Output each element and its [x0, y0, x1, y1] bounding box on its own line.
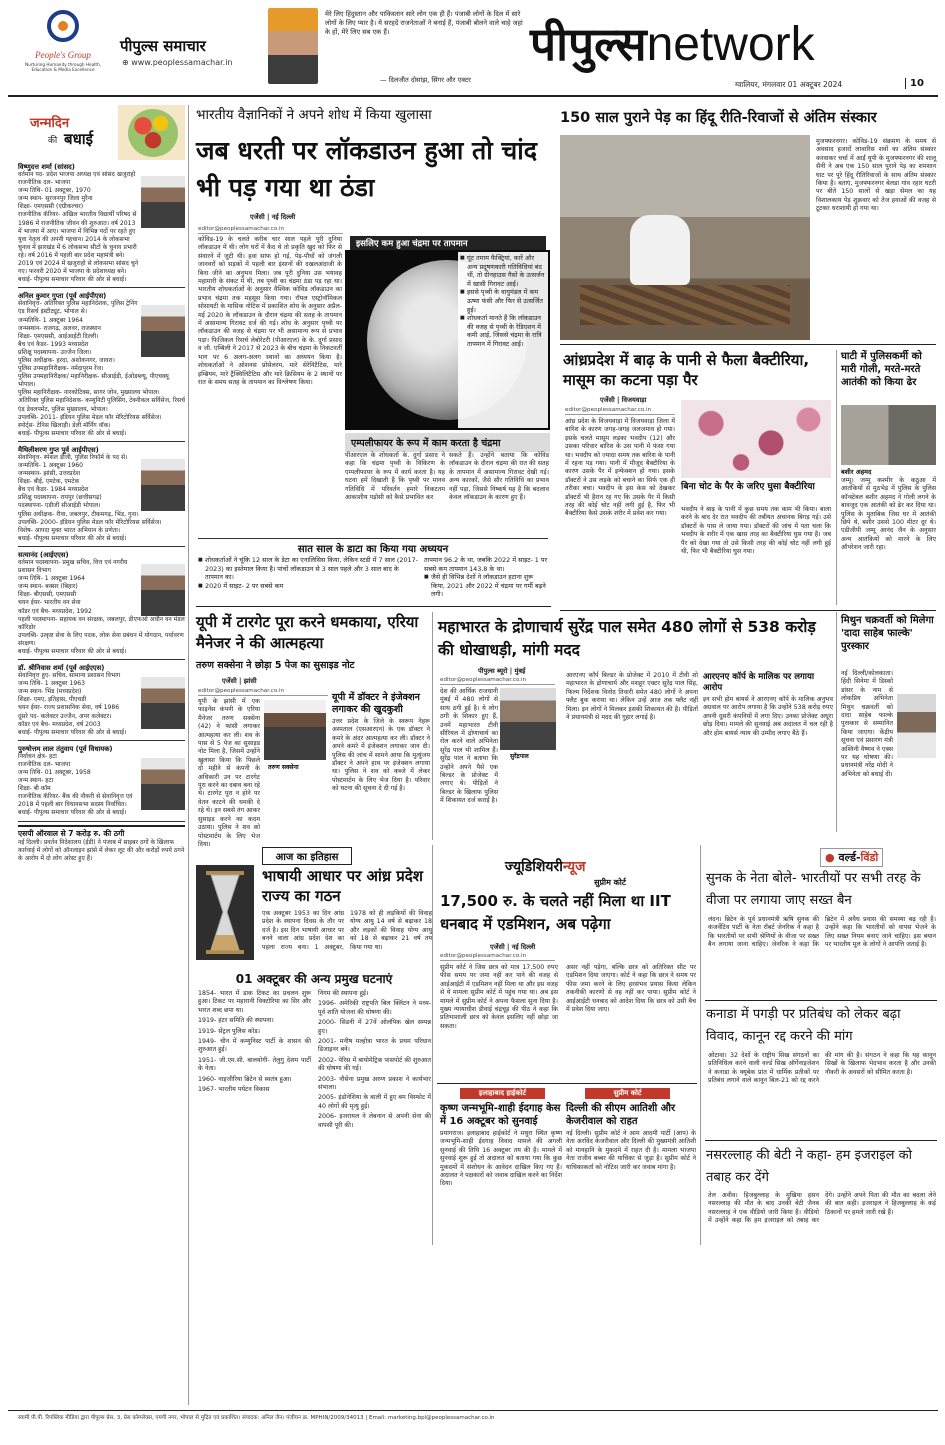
bullet-item: ■ घूंट तमाम फैक्ट्रियां, कारें और अन्य प्रदूषणकारी गतिविधियां बंद थीं, तो ग्रीनहाउस गैसों के उत्सर्जन में खासी गिरावट आई। — [460, 254, 546, 288]
paper-url: ⊕ www.peoplessamachar.in — [122, 58, 233, 67]
birthday-person-detail: बधाई- पीपुल्स समाचार परिवार की ओर से बधाई। — [18, 429, 127, 437]
lockdown-kicker: भारतीय वैज्ञानिकों ने अपने शोध में किया खुलासा — [196, 107, 432, 123]
world-label-a: वर्ल्ड — [838, 851, 856, 864]
birthday-person-name: विष्णुदत्त शर्मा (सांसद) — [18, 163, 75, 171]
birthday-person-detail: प्रशिक्षु पदस्थापना- रायपुर (छत्तीसगढ़) — [18, 494, 102, 502]
canada-body: ओटावा। 32 देशों के राष्ट्रीय सिख संगठनों का प्रतिनिधित्व करने वाली वर्ल्ड सिख ऑर्गेनाइजेशन ने कनाडा के क्यूबेक प्रांत में धार्मिक प्रतीकों पर प्रतिबंध लगाने वाले कानून बिल-21 को रद्द करने की मांग की है। संगठन ने कहा कि यह कानून सिखों के खिलाफ भेदभाव करता है और उनकी नौकरी के अवसरों को सीमित करता है। — [708, 1052, 936, 1085]
history-event: 2006- इजरायल ने लेबनान से अपनी सेना की वापसी पूरी की। — [318, 1113, 431, 1129]
birthday-entry — [18, 663, 185, 741]
flood-col2: भवदीप ने बाढ़ के पानी में कुछ समय तक काम भी किया। बाला करने के बाद देर रात भवदीप की तबीयत अचानक बिगड़ गई। उसे डॉक्टरों के पास ले जाया गया। डॉक्टरों की जांच में पता चला कि भवदीप के शरीर में एक खास तरह का बैक्टीरिया घुस गया है। जब पैर को देखा गया तो उसे किसी तरह की कोई चोट नहीं लगी हुई थी, फिर भी बैक्टीरिया घुस गया। — [681, 506, 831, 556]
birthday-person-detail: दूसरे पद- कलेक्टर उज्जैन, अपर कलेक्टर। — [18, 712, 112, 720]
birthday-person-detail: उपलब्धि- उत्कृष्ट सेवा के लिए पदक, लोक सेवा प्रबंधन में योगदान, पर्यावरण संरक्षण। — [18, 631, 184, 647]
birthday-entry — [18, 550, 185, 660]
birthday-title-b: की — [48, 136, 58, 146]
hourglass-icon — [196, 865, 254, 960]
judiciary-right-rule — [700, 845, 701, 1245]
mahabharat-byline: पीपुल्स ब्यूरो | मुंबई — [478, 667, 526, 675]
birthday-person-name: पुरुषोत्तम लाल तंतुवाय (पूर्व विधायक) — [18, 744, 113, 753]
footer-imprint: स्वामी पी.पी. रिपब्लिक मीडिया द्वारा पीपुल्स प्रेस, 3, प्रेस कॉम्प्लेक्स, एमपी नगर, भोपाल से मुद्रित एवं प्रकाशित। संपादक: अनिल जैन। पंजीयन क्र. MPHIN/2009/34013 | Email: marketing.bpl@peoplessamachar.co.in — [18, 1415, 495, 1421]
brief-body: नई दिल्ली। प्रवर्तन निदेशालय (ईडी) ने पंजाब में साइबर ठगों के खिलाफ कार्रवाई में लोगों को ऑनलाइन झांसे में लेकर लूट की और करोड़ों रुपये ठगने के आरोप में दो लोग अरेस्ट हुए हैं। — [18, 838, 185, 862]
birthday-separator — [18, 740, 185, 741]
history-event: 2002- पेरिस में बायोमेट्रिक पासपोर्ट की शुरुआत की घोषणा की गई। — [318, 1056, 431, 1073]
up-subhead: तरुण सक्सेना ने छोड़ा 5 पेज का सुसाइड नोट — [196, 660, 355, 671]
history-event: 1960- नाइजीरिया ब्रिटेन से स्वतंत्र हुआ। — [198, 1075, 292, 1083]
up-side-headline: यूपी में डॉक्टर ने इंजेक्शन लगाकर की खुदकुशी — [332, 692, 420, 715]
birthday-person-detail: जन्म तिथि- 1 अक्टूबर 1963 — [18, 680, 85, 688]
birthday-header — [18, 105, 185, 160]
birthday-separator — [18, 659, 185, 660]
masthead — [0, 0, 945, 100]
birthday-person-name: सत्यानंद (आईएएस) — [18, 550, 69, 559]
birthday-person-detail: जन्म स्थान- हटा — [18, 777, 54, 785]
birthday-person-detail: वर्तमान पद- प्रदेश भाजपा अध्यक्ष एवं सांसद खजुराहो — [18, 171, 136, 178]
study-right-lead: तापमान 96.2 के था, जबकि 2022 में साइट- 1 पर सबसे कम तापमान 143.8 के था। — [424, 556, 548, 573]
brand-english: network — [646, 18, 815, 71]
birthday-person-detail: शिक्षा- एमएससी, आईआईटी दिल्ली। — [18, 332, 99, 340]
birthday-person-detail: पदस्थापना- एडीजी सीआईडी भोपाल। — [18, 502, 101, 510]
mahabharat-photo-caption: सुरेंद्रपाल — [510, 753, 529, 760]
up-photo-caption: तरुण सक्सेना — [268, 764, 299, 771]
birthday-title-a: जन्मदिन — [30, 116, 70, 131]
mahabharat-col1: देश की आर्थिक राजधानी मुंबई में 480 लोगों से साथ ठगी हुई है। ये लोग ठगी के शिकार हुए हैं, उनमें महाभारत टीवी सीरियल में द्रोणाचार्य का रोल करने वाले अभिनेता सुरेंद्र पाल भी शामिल हैं। सुरेंद्र पाल ने बताया कि उन्होंने अपने पैसे एक बिल्डर के प्रोजेक्ट में लगाए थे। पीड़ितों ने बिल्डर के खिलाफ पुलिस में शिकायत दर्ज कराई है। — [440, 688, 498, 805]
group-tagline: Nurturing Humanity through Health, Education & Media Excellence — [25, 62, 101, 72]
birthday-person-detail: बैच एवं कैडर- 1984 मध्यप्रदेश — [18, 486, 89, 494]
judiciary-col1: सुप्रीम कोर्ट ने जिस छात्र को मात्र 17,500 रुपए फीस समय पर जमा नहीं कर पाने की वजह से आईआईटी में एडमिशन नहीं मिला था और इस वजह से ये मामला सुप्रीम कोर्ट में पहुंच गया था। अब इस मामले में सुप्रीम कोर्ट ने अपना फैसला सुना दिया है। मुख्य न्यायाधीश डीवाई चंद्रचूड़ की पीठ ने कहा कि प्रतिभाशाली छात्र को केवल इसलिए नहीं छोड़ा जा सकता। — [440, 964, 558, 1030]
mithun-photo — [897, 694, 936, 758]
judiciary-court: सुप्रीम कोर्ट — [594, 878, 626, 887]
birthday-person-detail: जन्म तिथि- 01 अक्टूबर, 1970 — [18, 187, 91, 195]
paper-name: पीपुल्स समाचार — [120, 37, 206, 55]
judiciary-label — [505, 857, 586, 876]
birthday-entry — [18, 291, 185, 442]
birthday-person-photo — [141, 305, 185, 357]
bullet-item: ■ जैसे ही विभिन्न देशों ने लॉकडाउन हटाना शुरू किया, 2021 और 2022 में चंद्रमा पर गर्मी बढ़ने लगी। — [424, 573, 549, 599]
left-column-rule — [188, 105, 189, 1405]
bullet-item: ■ शोधकर्ता मानते हैं कि लॉकडाउन की वजह से पृथ्वी के रेडिएशन में कमी आई, जिससे चंद्रमा के रात्रि तापमान में गिरावट आई। — [460, 314, 546, 348]
birthday-person-detail: शिक्षा- बीएससी, एमएससी — [18, 591, 77, 599]
birthday-title-c: बधाई — [64, 130, 94, 148]
birthday-person-photo — [141, 176, 185, 228]
history-events-title: 01 अक्टूबर की अन्य प्रमुख घटनाएं — [235, 972, 393, 986]
lockdown-byline: एजेंसी | नई दिल्ली — [250, 213, 296, 221]
birthday-person-detail: जन्म स्थान- बक्सर (बिहार) — [18, 583, 78, 591]
canada-headline: कनाडा में पगड़ी पर प्रतिबंध को लेकर बढ़ा विवाद, कानून रद्द करने की मांग — [706, 1007, 901, 1044]
birthday-person-detail: जन्म तिथि- 1 अक्टूबर 1964 — [18, 575, 85, 583]
birthday-person-photo — [141, 677, 185, 729]
quote-photo — [268, 8, 318, 84]
birthday-person-detail: प्रशिक्षु पदस्थापना- उज्जैन जिला। — [18, 348, 92, 356]
bullet-item: ■ 2020 में साइट- 2 पर सबसे कम — [198, 582, 418, 591]
funeral-wood-pile — [580, 285, 790, 325]
funeral-headline: 150 साल पुराने पेड़ का हिंदू रीति-रिवाजों से अंतिम संस्कार — [560, 110, 877, 126]
birthday-person-detail: बधाई- पीपुल्स समाचार परिवार की ओर से बधाई। — [18, 809, 127, 817]
mahabharat-subhead: आरएनए कॉर्प के मालिक पर लगाया आरोप — [703, 672, 815, 693]
birthday-person-detail: पुलिस अधीक्षक- हरदा, अशोकनगर, जावरा। — [18, 356, 115, 364]
history-events-right — [318, 990, 431, 1240]
world-dot-icon: ● — [825, 851, 835, 864]
mahabharat-email: editor@peoplessamachar.co.in — [440, 677, 555, 685]
birthday-person-detail: पुलिस उपमहानिरीक्षक- नर्मदापुरम रेंज। — [18, 365, 104, 373]
mahabharat-headline: महाभारत के द्रोणाचार्य सुरेंद्र पाल समेत 480 लोगों से 538 करोड़ की धोखाधड़ी, मांगी मदद — [438, 618, 816, 659]
police-bottom-rule — [560, 610, 936, 611]
birthday-person-detail: बधाई- पीपुल्स समाचार परिवार की ओर से बधाई। — [18, 534, 127, 542]
history-event: 2003- नौसेना प्रमुख अरुण प्रकाश ने कार्यभार संभाला। — [318, 1075, 431, 1092]
police-photo-caption: बशीर अहमद — [841, 468, 872, 476]
judiciary-col2: असर नहीं पड़ेगा, बल्कि छात्र को अतिरिक्त सीट पर एडमिशन दिया जाएगा। कोर्ट ने कहा कि छात्र ने समय पर फीस जमा करने के लिए हरसंभव प्रयास किया लेकिन तकनीकी कारणों से वह नहीं कर पाया। सुप्रीम कोर्ट ने आईआईटी धनबाद को आदेश दिया कि छात्र को उसी बैच में प्रवेश दिया जाए। — [566, 964, 696, 1014]
birthday-person-detail: जन्म स्थान- सुरजनपुर जिला मुरैना — [18, 195, 93, 203]
sc-label: सुप्रीम कोर्ट — [585, 1088, 670, 1099]
study-left — [198, 556, 418, 602]
history-headline: भाषायी आधार पर आंध्र प्रदेश राज्य का गठन — [262, 867, 423, 905]
birthday-list — [18, 162, 185, 822]
mahabharat-photo — [500, 688, 556, 750]
birthday-person-detail: उपलब्धि- 2011- इंडियन पुलिस मेडल फॉर मेरिटोरियस सर्विसेज। — [18, 413, 162, 421]
birthday-person-photo — [141, 758, 185, 810]
birthday-person-detail: जन्मस्थान- राजगढ़, अलवर, राजस्थान — [18, 324, 101, 332]
mithun-left-rule — [836, 612, 837, 832]
footer-rule — [8, 1410, 938, 1411]
history-events-left — [198, 990, 311, 1240]
history-event: 1949- चीन में कम्युनिस्ट पार्टी के शासन की शुरुआत हुई। — [198, 1038, 311, 1054]
sc-body: नई दिल्ली। सुप्रीम कोर्ट ने आम आदमी पार्टी (आप) के नेता अरविंद केजरीवाल और दिल्ली की मुख्यमंत्री आतिशी को मानहानि के मुकदमे में राहत दी है। मामला भाजपा नेता राजीव बब्बर की याचिका से जुड़ा है। सुप्रीम कोर्ट ने याचिकाकर्ता को नोटिस जारी कर जवाब मांगा है। — [566, 1130, 696, 1171]
lockdown-caption: एम्पलीफायर के रूप में काम करता है चंद्रमा — [345, 433, 550, 452]
judiciary-email: editor@peoplessamachar.co.in — [440, 953, 555, 961]
birthday-person-detail: बधाई- पीपुल्स समाचार परिवार की ओर से बधाई। — [18, 728, 127, 736]
lockdown-col2: पीआरएल के शोधकर्ता के. दुर्गा प्रसाद ने कहा कि चंद्रमा पृथ्वी के विकिरण के एम्पलीफायर के रूप में कार्य करता है। यह घटना हमें दिखाती है कि पृथ्वी पर मानव गतिविधि में परिवर्तन हमारे निकटतम आकाशीय पड़ोसी को कैसे प्रभावित कर — [345, 452, 445, 502]
history-event: 1951- जी.एम.सी. बालयोगी- तेलुगु देशम पार्टी के नेता। — [198, 1056, 311, 1073]
history-event: 1919- हंटर समिति की स्थापना। — [198, 1017, 274, 1025]
birthday-separator — [18, 821, 185, 822]
lockdown-col3: सकते हैं। उन्होंने बताया कि कोविड लॉकडाउन के दौरान चंद्रमा की रात की सतह के तापमान में असामान्य गिरावट देखी गई। अन्य कारकों, जैसे सौर गतिविधि का प्रभाव नहीं पड़ा, जिससे निष्कर्ष यह है कि बदलाव केवल लॉकडाउन के कारण हुए हैं। — [449, 452, 549, 502]
history-event: निगम की स्थापना हुई। — [318, 990, 369, 997]
birthday-person-detail: विशेष- आपदा मुक्त भारत अभियान के प्रणेता। — [18, 526, 121, 534]
birthday-entry — [18, 744, 185, 822]
masthead-rule — [8, 95, 938, 97]
flood-subhead: बिना चोट के पैर के जरिए घुसा बैक्टीरिया — [681, 482, 815, 492]
birthday-person-detail: अतिरिक्त पुलिस महानिदेशक- कम्युनिटी पुलिसिंग, टेक्नीकल सर्विसेज, रिसर्च एंड डेवलपमेंट, पुलिस मुख्यालय, भोपाल। — [18, 397, 185, 413]
birthday-separator — [18, 441, 185, 442]
sunak-bottom-rule — [705, 1000, 937, 1001]
birthday-person-detail: बैच एवं कैडर- 1993 मध्यप्रदेश — [18, 340, 89, 348]
birthday-person-detail: सेवानिवृत्त हुए- सचिव, सामान्य प्रशासन विभाग — [18, 672, 121, 680]
police-headline: घाटी में पुलिसकर्मी को मारी गोली, मरते-मरते आतंकी को किया ढेर — [841, 351, 922, 388]
up-body-cont — [264, 772, 326, 838]
birthday-person-detail: पुलिस अधीक्षक- रीवा, जबलपुर, टीकमगढ़, भिंड, गुना। — [18, 510, 139, 518]
hc-label: इलाहाबाद हाईकोर्ट — [460, 1088, 545, 1099]
quote-text: मेरे लिए हिंदुस्तान और पाकिस्तान सारे लोग एक ही हैं। पंजाबी लोगों के दिल में सारे लोगों के लिए प्यार है। ये सरहदें राजनेताओं ने बनाई हैं, पंजाबी बोलने वाले चाहे जहां के हों, मेरे लिए सब एक हैं। — [325, 10, 523, 36]
birthday-person-detail: शिक्षा- एमएससी (एग्रीकल्चर) — [18, 203, 84, 211]
lockdown-bullets — [458, 252, 548, 428]
lockdown-email: editor@peoplessamachar.co.in — [198, 226, 343, 234]
judiciary-mid-rule — [437, 1083, 697, 1084]
canada-bottom-rule — [705, 1140, 937, 1141]
birthday-person-detail: कॉडर एवं बैच- मध्यप्रदेश, वर्ष 2003 — [18, 720, 101, 728]
sunak-headline: सुनक के नेता बोले- भारतीयों पर सभी तरह के वीजा पर लगाया जाए सख्त बैन — [706, 871, 921, 908]
nasrallah-body: तेल अवीव। हिजबुल्लाह के मुखिया हसन नसरल्लाह की मौत के बाद उनकी बेटी जैनब नसरल्लाह ने एक वीडियो जारी किया है। वीडियो में उन्होंने कहा कि हम इजराइल को तबाह कर देंगे। उन्होंने अपने पिता की मौत का बदला लेने की बात कही। इजराइल ने हिजबुल्लाह के कई ठिकानों पर हमले जारी रखे हैं। — [708, 1192, 936, 1225]
police-body: जम्मू। जम्मू कश्मीर के कठुआ में आतंकियों से मुठभेड़ में पुलिस के पुलिस कॉन्स्टेबल बशीर अहमद ने गोली लगने के बावजूद एक आतंकी को ढेर कर दिया था। पुलिस के मुताबिक जिस घर में आतंकी छिपे थे, बशीर उससे 100 मीटर दूर थे। एडीजीपी जम्मू आनंद जैन के अनुसार अन्य आतंकियों को मारने के लिए ऑपरेशन जारी रहा। — [841, 477, 936, 552]
judiciary-byline: एजेंसी | नई दिल्ली — [490, 943, 536, 951]
birthday-person-detail: जन्म तिथि- 01 अक्टूबर, 1958 — [18, 769, 91, 776]
birthday-person-name: अनिल कुमार गुप्ता (पूर्व आईपीएस) — [18, 292, 107, 301]
lockdown-subhead: इसलिए कम हुआ चंद्रमा पर तापमान — [350, 236, 546, 251]
study-title: सात साल के डाटा का किया गया अध्ययन — [198, 538, 548, 555]
history-event: 1996- अमेरिकी राष्ट्रपति बिल क्लिंटन ने मध्य-पूर्व शांति योजना की घोषणा की। — [318, 1000, 431, 1016]
flood-col1: आंध्र प्रदेश के विजयवाड़ा में विजयवाड़ा जिला में बारिश के कारण जगह-जगह जलजमाव हो गया। इसके चलते मासूम लड़का भवदीप (12) और उसका परिवार बारिश के उस पानी में फंसा गया था। भवदीप को ज्यादा समय तक बारिश के पानी में रहना पड़ गया। पानी में मौजूद बैक्टीरिया के कारण उसके पैर में इन्फेक्शन हो गया। इसके डॉक्टरों ने उस लड़के को बचाने का सिर्फ एक ही तरीका बचा। भवदीप के इस केस को देखकर डॉक्टरों भी हैरान रह गए कि उसके पैर में किसी तरह की कोई चोट नहीं लगी हुई है, फिर भी बैक्टीरिया कैसे उसके शरीर में प्रवेश कर गया। — [565, 418, 675, 518]
birthday-person-photo — [141, 564, 185, 616]
history-event: 1967- भारतीय पर्यटन विकास — [198, 1086, 270, 1094]
bullet-item: ■ इससे पृथ्वी के वायुमंडल में कम ऊष्मा फंसी और फिर से उत्सर्जित हुई। — [460, 288, 546, 314]
birthday-person-detail: स्पोर्ट्स- टेनिस खिलाड़ी। डेली मॉर्निंग वॉक। — [18, 421, 111, 429]
brand-hindi: पीपुल्स — [530, 17, 647, 71]
up-right-rule — [432, 612, 433, 840]
up-side-body: उत्तर प्रदेश के जिले के स्वरूप नेहरू अस्पताल (एसआरएन) के एक डॉक्टर ने कमरे के अंदर आत्महत्या कर ली। डॉक्टर ने अपने कमरे में इंजेक्शन लगाकर जान दी। पुलिस की जांच में सामने आया कि मुत्युंजय डॉक्टर ने अपने हाथ पर इंजेक्शन लगाया था। पुलिस ने शव को कब्जे में लेकर पोस्टमार्टम के लिए भेज दिया है। परिवार को घटना की सूचना दे दी गई है। — [332, 718, 430, 793]
birthday-person-detail: जन्म स्थान- भिंड (मध्यप्रदेश) — [18, 688, 82, 696]
sunak-body: लंदन। ब्रिटेन के पूर्व प्रधानमंत्री ऋषि सुनक की कंजर्वेटिव पार्टी के नेता रॉबर्ट जेनरिक ने कहा है कि भारतीयों पर सभी श्रेणियों के वीजा पर सख्त बैन लगाया जाना चाहिए। जेनरिक ने कहा कि ब्रिटेन में अवैध प्रवास की समस्या बढ़ रही है। उन्होंने कहा कि भारतीयों को वापस भेजने के लिए सख्त नियम बनाए जाने चाहिए। इस बयान पर भारतीय मूल के लोगों ने आपत्ति जताई है। — [708, 916, 936, 949]
judiciary-headline: 17,500 रु. के चलते नहीं मिला था IIT धनबाद में एडमिशन, अब पढ़ेगा — [440, 892, 671, 933]
birthday-person-name: डॉ. श्रीनिवास शर्मा (पूर्व आईएएस) — [18, 664, 105, 673]
birthday-separator — [18, 546, 185, 547]
funeral-body: मुजफ्फरनगर। कोविड-19 संक्रमण के समय से अवसाद हजारों लावारिस शवों का अंतिम संस्कार करवाकर चर्चा में आईं यूपी के मुजफ्फरनगर की शालू सैनी ने अब एक 150 साल पुराने पेड़ का शमशान घाट पर पूरे हिंदू रीतिरिवाजों के साथ अंतिम संस्कार किया है। बताएं, मुजफ्फरनगर बेलडा गांव रहार घटरी पर बीते 150 सालों से खड़ा सेमल का यह विशालकाय पेड़ शुक्रवार को तेज हवाओं की वजह से टूटकर धराशायी हो गया था। — [816, 138, 936, 213]
birthday-person-detail: निर्वाचन क्षेत्र- हटा — [18, 752, 57, 760]
birthday-person-detail: शिक्षा- एमए, इतिहास, पीएचडी — [18, 696, 87, 704]
funeral-bottom-rule — [560, 344, 936, 345]
flood-headline: आंध्रप्रदेश में बाढ़ के पानी से फैला बैक्टीरिया, मासूम का कटना पड़ा पैर — [563, 351, 810, 389]
flood-right-rule — [836, 350, 837, 605]
history-body: एक अक्टूबर 1953 का दिन आंध्र प्रदेश के स्थापना दिवस के तौर पर दर्ज है। इस दिन भाषायी आधार पर बनने वाला आंध्र प्रदेश देश का पहला राज्य बना। 1 अक्टूबर, 1978 को ही लड़कियों की विवाह योग्य आयु 14 वर्ष से बढ़ाकर 18 और लड़कों की विवाह योग्य आयु को 18 से बढ़ाकर 21 वर्ष तय किया गया था। — [262, 910, 432, 951]
hc-headline: कृष्ण जन्मभूमि-शाही ईदगाह केस में 16 अक्टूबर को सुनवाई — [440, 1103, 561, 1127]
history-event: 1854- भारत में डाक टिकट का प्रचलन शुरू हुआ। टिकट पर महारानी विक्टोरिया का सिर और भारत शब्द छपा था। — [198, 990, 311, 1014]
nasrallah-headline: नसरल्लाह की बेटी ने कहा- हम इजराइल को तबाह कर देंगे — [706, 1148, 912, 1185]
lockdown-bottom-rule — [196, 606, 551, 607]
peoples-group-logo — [18, 8, 108, 88]
police-photo — [841, 405, 936, 465]
flower-bouquet-icon — [128, 109, 178, 157]
up-email: editor@peoplessamachar.co.in — [198, 688, 328, 696]
history-event: 2000- सिडनी में 27वें ओलंपिक खेल सम्पन्न हुए। — [318, 1019, 431, 1035]
birthday-person-detail: राजनीतिक दल- भाजपा — [18, 760, 71, 768]
mahabharat-col3: इन सभी होम बायर्स ने आरएनए कॉर्प के मालिक अनुभव अग्रवाल पर आरोप लगाया है कि उन्होंने 538 करोड़ रुपए अपनी दूसरी कंपनियों में लगा दिए। उनका प्रोजेक्ट अधूरा छोड़ दिया। मामले की सुनवाई अब अदालत में चल रही है और होम बायर्स न्याय की उम्मीद लगाए बैठे हैं। — [703, 696, 833, 737]
bacteria-image — [681, 400, 831, 478]
birthday-entry — [18, 445, 185, 547]
group-name: People's Group — [35, 50, 91, 60]
birthday-column — [18, 105, 185, 1405]
birthday-person-detail: शिक्षा- बीई, एमटेक, एमटेक — [18, 478, 80, 486]
lockdown-headline: जब धरती पर लॉकडाउन हुआ तो चांद भी पड़ गया था ठंडा — [196, 136, 538, 202]
page-number: 10 — [905, 78, 924, 89]
hourglass-image — [196, 865, 254, 960]
birthday-person-detail: सेवानिवृत्त- स्पेशल डीजी, पुलिस रिफॉर्म के पद से। — [18, 453, 128, 461]
flood-byline: एजेंसी | विजयवाड़ा — [600, 396, 647, 404]
birthday-person-detail: पुलिस उपमहानिरीक्षक/ महानिरीक्षक- सीआईडी, ईओडब्ल्यू, पीएचक्यू भोपाल। — [18, 373, 169, 389]
birthday-person-detail: जन्मतिथि- 1 अक्टूबर 1960 — [18, 462, 84, 469]
mahabharat-col2: आरएनए कॉर्प बिल्डर के प्रोजेक्ट में 2010 में टीवी शो महाभारत के द्रोणाचार्य और मशहूर एक्टर सुरेंद्र पाल सिंह, फिल्म निर्देशक विनोद तिवारी समेत 480 लोगों ने अपना फ्लैट बुक कराया था। लेकिन उन्हें आज तक फ्लैट नहीं मिला। इन लोगों ने मिलकर इसकी शिकायत की है। पीड़ितों ने प्रधानमंत्री से मदद की गुहार लगाई है। — [566, 672, 698, 722]
birthday-entry — [18, 162, 185, 288]
birthday-person-detail: चयन ईयर- भारतीय वन सेवा — [18, 599, 81, 607]
history-header: आज का इतिहास — [262, 847, 352, 865]
history-event: 2005- इंडोनेशिया के बाली में हुए बम विस्फोट में 40 लोगों की मृत्यु हुई। — [318, 1094, 431, 1110]
judiciary-label-a: ज्यूडिशियरी — [505, 859, 563, 875]
world-label: ● वर्ल्ड-विंडो — [820, 848, 883, 867]
birthday-person-detail: पहली पदस्थापना- सहायक वन संरक्षक, जबलपुर, डीएफओ अधीन वन मंडल कॉरिडोर — [18, 615, 185, 631]
history-event: 1919- सेंट्रल पुलिस कोड। — [198, 1027, 260, 1035]
birthday-person-detail: उपलब्धि- 2000- इंडियन पुलिस मेडल फॉर मेरिटोरियस सर्विसेज। — [18, 518, 162, 526]
up-headline: यूपी में टारगेट पूरा करने धमकाया, एरिया मैनेजर ने की आत्महत्या — [196, 613, 419, 652]
birthday-person-detail: कॉडर एवं बैच- मध्यप्रदेश, 1992 — [18, 607, 92, 615]
birthday-person-detail: राजनीतिक कॅरियर- बैंक की नौकरी से सेवानिवृत्त एवं 2018 में पहली बार विधानसभा सदस्य निर्वाचित। — [18, 793, 133, 809]
up-photo — [264, 700, 326, 760]
birthday-person-detail: वर्तमान पदस्थापना- प्रमुख सचिव, वित्त एवं नगरीय प्रशासन विभाग — [18, 558, 128, 575]
world-label-b: विंडो — [860, 851, 879, 864]
sc-headline: दिल्ली की सीएम आतिशी और केजरीवाल को राहत — [566, 1103, 676, 1127]
birthday-person-detail: चयन ईयर- राज्य प्रशासनिक सेवा, वर्ष 1986 — [18, 704, 120, 712]
birthday-person-detail: बधाई- पीपुल्स समाचार परिवार की ओर से बधाई। — [18, 276, 127, 284]
birthday-brief — [18, 825, 185, 863]
birthday-person-photo — [141, 459, 185, 511]
birthday-person-detail: सेवानिवृत्त- अतिरिक्त पुलिस महानिदेशक, पुलिस ट्रेनिंग एंड रिसर्च इंस्टीट्यूट, भोपाल से। — [18, 300, 138, 316]
birthday-person-detail: शिक्षा- बी कॉम — [18, 785, 51, 793]
birthday-person-detail: राजनीतिक कॅरियर- अखिल भारतीय विद्यार्थी परिषद से 1986 में राजनीतिक जीवन की शुरुआत। वर्ष 2013 में भाजपा में आए। भाजपा में विभिन्न पदों पर रहते हुए युवा नेतृत्व की अपनी पहचान। 2014 के लोकसभा चुनाव में झारखंड में 6 लोकसभा सीटों के चुनाव प्रभारी रहे। वर्ष 2016 में पहली बार प्रदेश महामंत्री बने। 2019 एवं 2024 में खजुराहो से लोकसभा सांसद चुने गए। फरवरी 2020 में भाजपा के प्रदेशाध्यक्ष बने। — [18, 211, 139, 276]
quote-author: — दिलजीत दोसांझ, सिंगर और एक्टर — [380, 76, 471, 84]
birthday-person-name: मैथिलीशरण गुप्त पूर्व आईपीएस) — [18, 445, 99, 454]
mithun-headline: मिथुन चक्रवर्ती को मिलेगा 'दादा साहेब फाल्के' पुरस्कार — [841, 615, 934, 652]
up-body: यूपी के झांसी में एक फाइनेंस कंपनी के एरिया मैनेजर तरुण सक्सेना (42) ने फांसी लगाकर आत्महत्या कर ली। शव के पास से 5 पेज का सुसाइड नोट मिला है, जिसमें उन्होंने खुलासा किया कि पिछले दो महीने से कंपनी के अधिकारी उन पर टारगेट पूरा करने का दबाव बना रहे थे। टारगेट पूरा न होने पर वेतन काटने की धमकी दे रहे थे। इन सबसे तंग आकर सुसाइड करने का कदम उठाया। पुलिस ने शव को पोस्टमार्टम के लिए भेज दिया। — [198, 698, 261, 848]
history-event: 2001- मनीष मल्होत्रा भारत के प्रथम परिधान डिजाइनर बने। — [318, 1038, 431, 1054]
birthday-separator — [18, 287, 185, 288]
brand-network — [530, 14, 815, 85]
birthday-person-detail: बधाई- पीपुल्स समाचार परिवार की ओर से बधाई। — [18, 647, 127, 655]
history-right-rule — [432, 845, 433, 1245]
lockdown-col1: कोविड-19 के चलते करीब चार साल पहले पूरी दुनिया लॉकडाउन में थी। लोग घरों में कैद थे तो प्रकृति खुद को फिर से संवारने में जुटी थी। हवा साफ हो गई, पेड़-पौधों को जंगली जानवरों को सड़कों में पहली बार इंसानों की दखलअंदाजी के बिना जीने का अनुभव मिला। जब पूरी दुनिया उस भयावह महामारी के संकट में थी, तब पृथ्वी का चंद्रमा ठंडा पड़ रहा था। भारतीय शोधकर्ताओं के अनुसार वैश्विक कोविड लॉकडाउन का प्रभाव चंद्रमा तक महसूस किया गया। रॉयल एस्ट्रोनॉमिकल सोसायटी के मासिक नोटिस में प्रकाशित शोध के अनुसार अप्रैल-मई 2020 के लॉकडाउन के दौरान चंद्रमा की सतह के तापमान में असामान्य गिरावट दर्ज की गई। शोध के अनुसार पृथ्वी पर लॉकडाउन की वजह से चंद्रमा पर भी असामान्य रूप से प्रभाव पड़ा। फिजिकल रिसर्च लेबोरेटरी (पीआरएल) के के. दुर्गा प्रसाद व जी. एम्बिली ने 2017 से 2023 के बीच चंद्रमा के निकटवर्ती भाग पर 6 अलग-अलग स्थानों का अध्ययन किया है। शोधकर्ताओं ने ओशनस प्रोसेलरम, मारे सेरेनिटैटिस, मारे इम्ब्रियम, मारे ट्रैंक्विलिटैटिस और मारे क्रिसियम के 2 स्थानों पर रात के समय सतह के तापमान का विश्लेषण किया। — [198, 236, 342, 386]
funeral-person-figure — [630, 215, 690, 285]
mithun-body: नई दिल्ली/कोलकाता। हिंदी सिनेमा में डिस्को डांसर के नाम से लोकप्रिय अभिनेता मिथुन चक्रवर्ती को दादा साहेब फाल्के पुरस्कार से सम्मानित किया जाएगा। केंद्रीय सूचना एवं प्रसारण मंत्री अश्विनी वैष्णव ने एक्स पर यह घोषणा की। प्रधानमंत्री नरेंद्र मोदी ने अभिनेता को बधाई दी। — [841, 670, 893, 778]
birthday-person-detail: जन्मतिथि- 1 अक्टूबर 1964 — [18, 316, 84, 324]
brief-title: एसपी ऑरवाल से 7 करोड़ रु. की ठगी — [18, 828, 125, 838]
funeral-photo — [560, 135, 810, 340]
birthday-person-detail: जन्मस्थान- झांसी, उत्तरप्रदेश — [18, 470, 80, 478]
up-byline: एजेंसी | झांसी — [222, 677, 257, 685]
hc-body: प्रयागराज। इलाहाबाद हाईकोर्ट ने मथुरा स्थित कृष्ण जन्मभूमि-शाही ईदगाह विवाद मामले की अगली सुनवाई की तिथि 16 अक्टूबर तय की है। मामले में सुनवाई शुरू हुई तो अदालत को बताया गया कि कुछ मुकदमों में संशोधन के आवेदन दाखिल किए गए हैं। अदालत ने पक्षकारों को जवाब दाखिल करने का निर्देश दिया। — [440, 1130, 562, 1188]
birthday-person-detail: पुलिस महानिरीक्षक- नारकोटिक्स, सागर जोन, मुख्यालय भोपाल। — [18, 389, 160, 397]
paper-url-text: www.peoplessamachar.in — [131, 58, 233, 67]
study-right — [424, 556, 549, 602]
study-right-list — [424, 573, 549, 599]
peoples-group-emblem-icon — [43, 8, 83, 44]
flood-email: editor@peoplessamachar.co.in — [565, 407, 675, 415]
birthday-person-detail: राजनीतिक दल- भाजपा — [18, 179, 71, 187]
judiciary-label-b: न्यूज — [562, 859, 586, 875]
bullet-item: ■ शोधकर्ताओं ने चूंकि 12 साल के डेटा का एनालिसिस किया, लेकिन स्टडी में 7 साल (2017-2023) का इस्तेमाल किया है। पांचों लॉकडाउन से 3 साल पहले और 3 साल बाद के तापमान का। — [198, 556, 418, 582]
dateline: ग्वालियर, मंगलवार 01 अक्टूबर 2024 — [735, 80, 843, 89]
